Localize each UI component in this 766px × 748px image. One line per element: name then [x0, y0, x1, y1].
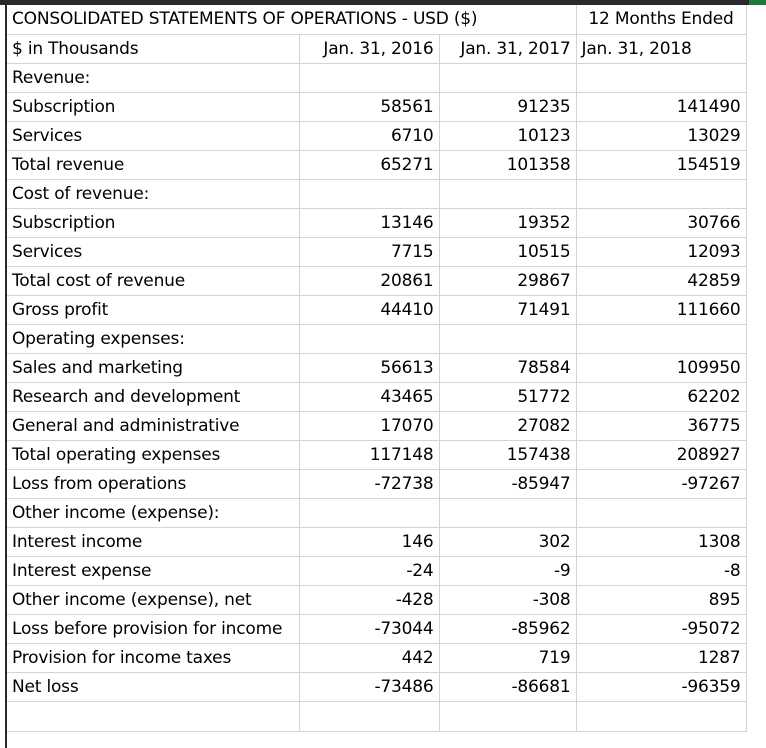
table-row	[7, 614, 746, 643]
value-cell-2017[interactable]: 78584	[439, 353, 576, 382]
value-cell-2018[interactable]	[576, 179, 746, 208]
label-cell[interactable]: Loss before provision for income	[7, 614, 299, 643]
label-cell[interactable]: Other income (expense), net	[7, 585, 299, 614]
label-cell[interactable]: Services	[7, 237, 299, 266]
value-cell-2018[interactable]: 1308	[576, 527, 746, 556]
table-row	[7, 527, 746, 556]
value-cell-2016[interactable]: 7715	[299, 237, 439, 266]
table-row	[7, 150, 746, 179]
value-cell-2018[interactable]: 13029	[576, 121, 746, 150]
table-row	[7, 179, 746, 208]
table-row	[7, 295, 746, 324]
label-cell[interactable]: Provision for income taxes	[7, 643, 299, 672]
value-cell-2017[interactable]	[439, 179, 576, 208]
value-cell-2017[interactable]: 719	[439, 643, 576, 672]
value-cell-2016[interactable]: 65271	[299, 150, 439, 179]
table-row	[7, 121, 746, 150]
date-cell-2016[interactable]: Jan. 31, 2016	[299, 34, 439, 63]
label-cell[interactable]: Cost of revenue:	[7, 179, 299, 208]
value-cell-2018[interactable]: -8	[576, 556, 746, 585]
label-cell[interactable]: Revenue:	[7, 63, 299, 92]
value-cell-2017[interactable]: 157438	[439, 440, 576, 469]
spreadsheet-grid	[7, 5, 747, 732]
empty-row	[7, 701, 746, 731]
label-cell[interactable]: General and administrative	[7, 411, 299, 440]
label-cell[interactable]: Subscription	[7, 92, 299, 121]
period-label-cell[interactable]: 12 Months Ended	[576, 5, 746, 34]
label-cell[interactable]: Research and development	[7, 382, 299, 411]
table-row	[7, 353, 746, 382]
table-row	[7, 63, 746, 92]
value-cell-2016[interactable]: 6710	[299, 121, 439, 150]
label-cell[interactable]: Total operating expenses	[7, 440, 299, 469]
value-cell-2018[interactable]: 30766	[576, 208, 746, 237]
value-cell-2018[interactable]: 154519	[576, 150, 746, 179]
table-row	[7, 92, 746, 121]
value-cell-2016[interactable]: 117148	[299, 440, 439, 469]
value-cell-2018[interactable]: 208927	[576, 440, 746, 469]
value-cell-2017[interactable]: 91235	[439, 92, 576, 121]
label-cell[interactable]: Interest income	[7, 527, 299, 556]
value-cell-2016[interactable]: -72738	[299, 469, 439, 498]
value-cell-2017[interactable]: -9	[439, 556, 576, 585]
value-cell-2018[interactable]: -95072	[576, 614, 746, 643]
table-row	[7, 237, 746, 266]
statement-title-cell[interactable]: CONSOLIDATED STATEMENTS OF OPERATIONS - USD ($)	[7, 5, 576, 34]
table-row	[7, 411, 746, 440]
value-cell-2017[interactable]: -85947	[439, 469, 576, 498]
label-cell[interactable]: Gross profit	[7, 295, 299, 324]
selection-accent	[749, 0, 766, 5]
table-row	[7, 382, 746, 411]
value-cell-2018[interactable]: -97267	[576, 469, 746, 498]
date-cell-2018[interactable]: Jan. 31, 2018	[576, 34, 746, 63]
table-row	[7, 643, 746, 672]
value-cell-2017[interactable]: 71491	[439, 295, 576, 324]
value-cell-2018[interactable]: 895	[576, 585, 746, 614]
value-cell-2017[interactable]: 27082	[439, 411, 576, 440]
value-cell-2016[interactable]	[299, 324, 439, 353]
value-cell-2016[interactable]: 13146	[299, 208, 439, 237]
value-cell-2016[interactable]: 20861	[299, 266, 439, 295]
table-row	[7, 469, 746, 498]
empty-cell[interactable]	[299, 701, 439, 731]
value-cell-2018[interactable]	[576, 324, 746, 353]
value-cell-2016[interactable]: 56613	[299, 353, 439, 382]
value-cell-2018[interactable]: 1287	[576, 643, 746, 672]
date-cell-2017[interactable]: Jan. 31, 2017	[439, 34, 576, 63]
value-cell-2017[interactable]: 10515	[439, 237, 576, 266]
table-row	[7, 324, 746, 353]
label-cell[interactable]: Sales and marketing	[7, 353, 299, 382]
value-cell-2016[interactable]	[299, 179, 439, 208]
value-cell-2016[interactable]: -73044	[299, 614, 439, 643]
table-row	[7, 498, 746, 527]
label-cell[interactable]: Operating expenses:	[7, 324, 299, 353]
value-cell-2017[interactable]	[439, 498, 576, 527]
value-cell-2018[interactable]: 109950	[576, 353, 746, 382]
value-cell-2016[interactable]: 17070	[299, 411, 439, 440]
units-cell[interactable]: $ in Thousands	[7, 34, 299, 63]
label-cell[interactable]: Total cost of revenue	[7, 266, 299, 295]
value-cell-2018[interactable]: -96359	[576, 672, 746, 701]
label-cell[interactable]: Loss from operations	[7, 469, 299, 498]
value-cell-2016[interactable]: 442	[299, 643, 439, 672]
table-row	[7, 440, 746, 469]
value-cell-2017[interactable]: -85962	[439, 614, 576, 643]
value-cell-2017[interactable]: -86681	[439, 672, 576, 701]
value-cell-2017[interactable]	[439, 324, 576, 353]
value-cell-2018[interactable]: 111660	[576, 295, 746, 324]
value-cell-2016[interactable]: -73486	[299, 672, 439, 701]
value-cell-2017[interactable]: 29867	[439, 266, 576, 295]
header-row-1	[7, 5, 746, 34]
value-cell-2017[interactable]	[439, 63, 576, 92]
value-cell-2018[interactable]: 141490	[576, 92, 746, 121]
value-cell-2018[interactable]	[576, 498, 746, 527]
table-row	[7, 585, 746, 614]
label-cell[interactable]: Total revenue	[7, 150, 299, 179]
value-cell-2018[interactable]: 42859	[576, 266, 746, 295]
value-cell-2018[interactable]: 12093	[576, 237, 746, 266]
value-cell-2016[interactable]: 58561	[299, 92, 439, 121]
empty-cell[interactable]	[7, 701, 299, 731]
label-cell[interactable]: Subscription	[7, 208, 299, 237]
header-row-2	[7, 34, 746, 63]
label-cell[interactable]: Interest expense	[7, 556, 299, 585]
label-cell[interactable]: Net loss	[7, 672, 299, 701]
value-cell-2018[interactable]: 62202	[576, 382, 746, 411]
value-cell-2018[interactable]: 36775	[576, 411, 746, 440]
value-cell-2016[interactable]: 146	[299, 527, 439, 556]
empty-cell[interactable]	[576, 701, 746, 731]
value-cell-2016[interactable]: 44410	[299, 295, 439, 324]
value-cell-2017[interactable]: -308	[439, 585, 576, 614]
table-row	[7, 556, 746, 585]
value-cell-2017[interactable]: 10123	[439, 121, 576, 150]
table-row	[7, 266, 746, 295]
label-cell[interactable]: Services	[7, 121, 299, 150]
table-row	[7, 208, 746, 237]
empty-cell[interactable]	[439, 701, 576, 731]
value-cell-2018[interactable]	[576, 63, 746, 92]
value-cell-2017[interactable]: 19352	[439, 208, 576, 237]
value-cell-2016[interactable]: 43465	[299, 382, 439, 411]
value-cell-2017[interactable]: 101358	[439, 150, 576, 179]
value-cell-2017[interactable]: 51772	[439, 382, 576, 411]
label-cell[interactable]: Other income (expense):	[7, 498, 299, 527]
value-cell-2016[interactable]: -428	[299, 585, 439, 614]
value-cell-2016[interactable]	[299, 498, 439, 527]
value-cell-2016[interactable]	[299, 63, 439, 92]
value-cell-2016[interactable]: -24	[299, 556, 439, 585]
table-row	[7, 672, 746, 701]
value-cell-2017[interactable]: 302	[439, 527, 576, 556]
